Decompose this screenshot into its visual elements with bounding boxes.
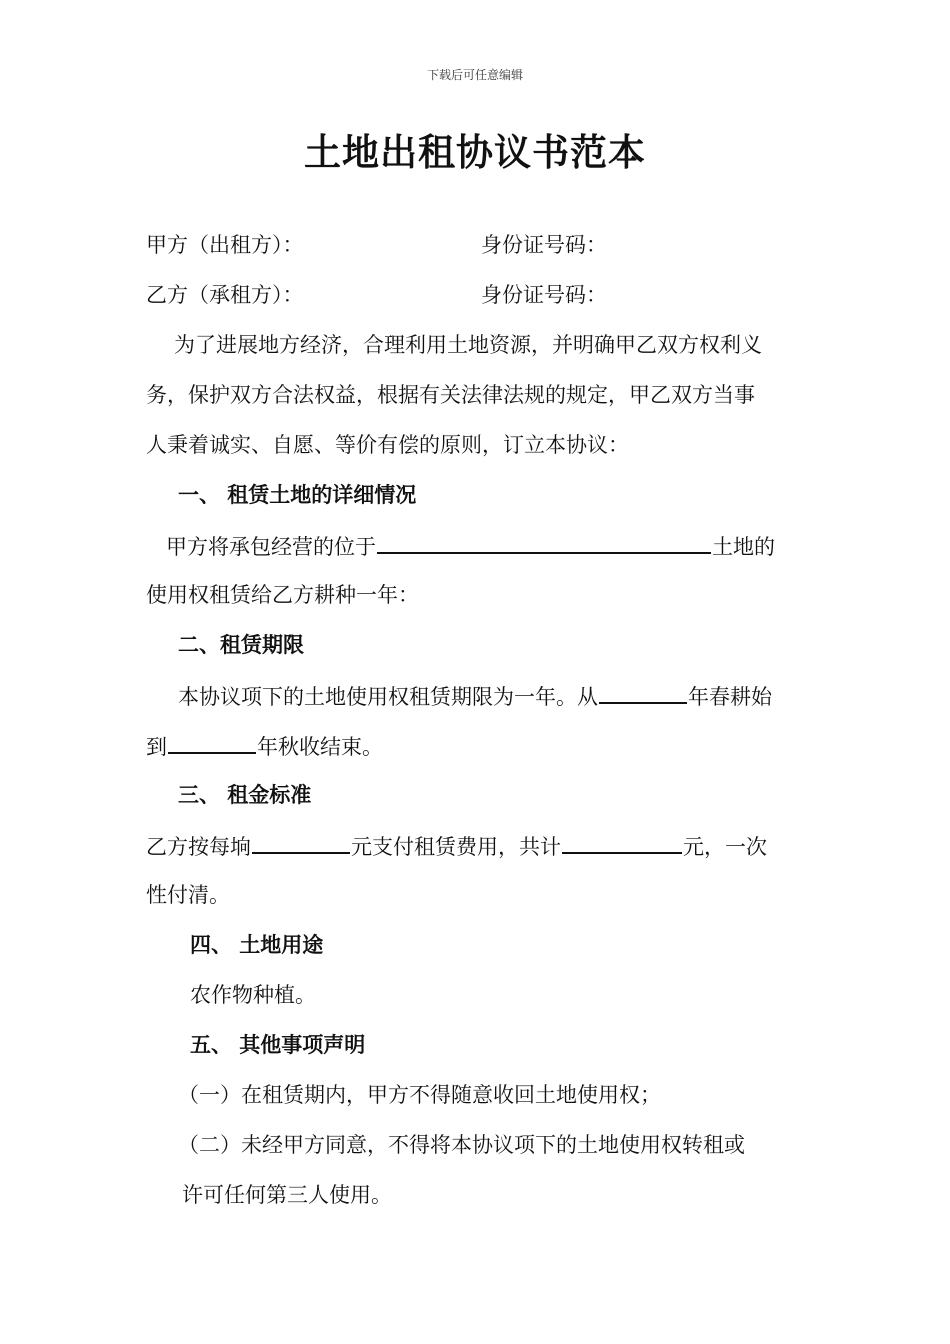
section-1-heading: 一、 租赁土地的详细情况: [178, 482, 417, 507]
section-1-line-1: [166, 530, 775, 560]
section-4-line-1: 农作物种植。: [190, 983, 316, 1007]
section-5-item-2-line-1: （二）未经甲方同意，不得将本协议项下的土地使用权转租或: [178, 1133, 745, 1157]
rate-per-shang-blank: [252, 830, 350, 854]
section-2-line-2-after: 年秋收结束。: [257, 735, 383, 759]
section-1-text-before: 甲方将承包经营的位于: [166, 535, 376, 559]
party-a-id-label: 身份证号码：: [481, 233, 607, 257]
section-3-text-a: 乙方按每垧: [146, 835, 251, 859]
start-year-blank: [599, 680, 687, 704]
section-4-heading: 四、 土地用途: [190, 932, 324, 957]
intro-line-1: 为了进展地方经济，合理利用土地资源，并明确甲乙双方权利义: [174, 333, 762, 357]
section-1-text-after: 土地的: [712, 535, 775, 559]
party-b-id-label: 身份证号码：: [481, 283, 607, 307]
section-5-heading: 五、 其他事项声明: [190, 1032, 366, 1057]
section-2-line-1: [178, 680, 772, 710]
end-year-blank: [168, 730, 256, 754]
total-amount-blank: [562, 830, 682, 854]
section-3-text-c: 元，一次: [683, 835, 767, 859]
intro-line-2: 务，保护双方合法权益，根据有关法律法规的规定，甲乙双方当事: [146, 383, 755, 407]
section-3-line-2: 性付清。: [146, 883, 230, 907]
intro-line-3: 人秉着诚实、自愿、等价有偿的原则，订立本协议：: [146, 433, 629, 457]
section-5-item-1: （一）在租赁期内，甲方不得随意收回土地使用权；: [178, 1083, 661, 1107]
section-1-line-2: 使用权租赁给乙方耕种一年：: [146, 583, 419, 607]
section-2-line-2: [146, 730, 383, 760]
header-note: 下载后可任意编辑: [426, 68, 523, 82]
section-5-item-2-line-2: 许可任何第三人使用。: [182, 1183, 392, 1207]
section-2-text-before: 本协议项下的土地使用权租赁期限为一年。从: [178, 685, 598, 709]
party-b-label: 乙方（承租方）：: [146, 283, 304, 307]
document-title: 土地出租协议书范本: [304, 130, 646, 174]
party-a-label: 甲方（出租方）：: [146, 233, 304, 257]
section-3-line-1: [146, 830, 767, 860]
section-2-heading: 二、租赁期限: [178, 632, 304, 657]
section-3-text-b: 元支付租赁费用，共计: [351, 835, 561, 859]
section-2-text-after: 年春耕始: [688, 685, 772, 709]
section-2-line-2-before: 到: [146, 735, 167, 759]
section-3-heading: 三、 租金标准: [178, 782, 312, 807]
location-blank: [377, 530, 711, 554]
